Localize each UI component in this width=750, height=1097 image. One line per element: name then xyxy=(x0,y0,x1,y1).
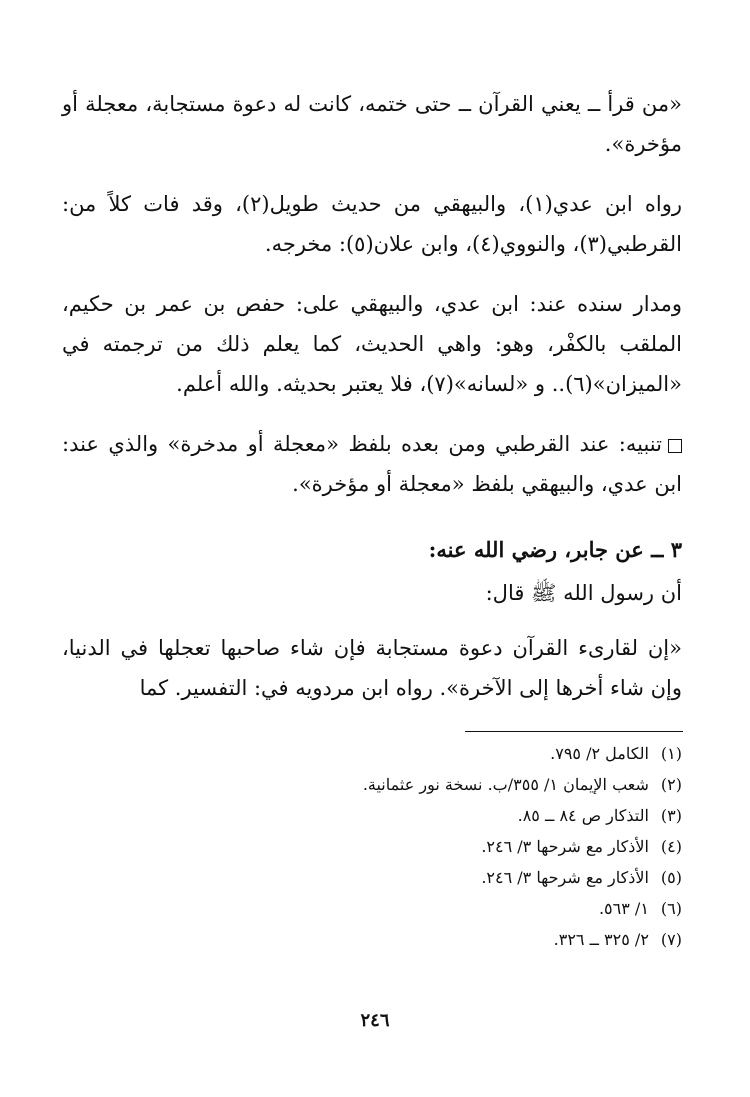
footnote-item: (٧) ٢/ ٣٢٥ ــ ٣٢٦. xyxy=(553,930,682,949)
paragraph-3: ومدار سنده عند: ابن عدي، والبيهقي على: حفص بن عمر بن حكيم، الملقب بالكفْر، وهو: واهي الحديث، كما يعلم ذلك من ترجمته في «الميزان»(٦).. و «لسانه»(٧)، فلا يعتبر بحديثه. والله أعلم. xyxy=(62,292,682,396)
note-paragraph xyxy=(62,424,682,504)
hadith-heading xyxy=(62,530,682,570)
footnote-item: (١) الكامل ٢/ ٧٩٥. xyxy=(550,744,682,763)
footnotes xyxy=(230,738,682,955)
chain-discussion-paragraph xyxy=(62,284,682,404)
footnote-item: (٢) شعب الإيمان ١/ ٣٥٥/ب. نسخة نور عثمانية. xyxy=(362,775,682,794)
paragraph-4 xyxy=(62,424,682,504)
hadith-text-paragraph xyxy=(62,84,682,164)
note-text: تنبيه: عند القرطبي ومن بعده بلفظ «معجلة أو مدخرة» والذي عند: ابن عدي، والبيهقي بلفظ «معجلة أو مؤخرة». xyxy=(62,432,682,496)
footnote-item: (٦) ١/ ٥٦٣. xyxy=(598,899,682,918)
paragraph-5: ٣ ــ عن جابر، رضي الله عنه: xyxy=(428,537,682,562)
paragraph-6: أن رسول الله ﷺ قال: xyxy=(485,581,682,605)
paragraph-7: «إن لقارىء القرآن دعوة مستجابة فإن شاء صاحبها تعجلها في الدنيا، وإن شاء أخرها إلى الآخرة». رواه ابن مردويه في: التفسير. كما xyxy=(62,636,682,700)
paragraph-1: «من قرأ ــ يعني القرآن ــ حتى ختمه، كانت له دعوة مستجابة، معجلة أو مؤخرة». xyxy=(62,92,682,156)
footnote-item: (٤) الأذكار مع شرحها ٣/ ٢٤٦. xyxy=(481,837,682,856)
footnote-separator xyxy=(465,731,683,732)
hadith-text-paragraph-2 xyxy=(62,628,682,708)
footnote-item: (٥) الأذكار مع شرحها ٣/ ٢٤٦. xyxy=(481,868,682,887)
page-number: ٢٤٦ xyxy=(360,1010,390,1031)
narration-paragraph xyxy=(62,184,682,264)
paragraph-2: رواه ابن عدي(١)، والبيهقي من حديث طويل(٢)، وقد فات كلاً من: القرطبي(٣)، والنووي(٤)، وابن علان(٥): مخرجه. xyxy=(62,192,683,256)
hadith-intro xyxy=(62,573,682,613)
footnote-item: (٣) التذكار ص ٨٤ ــ ٨٥. xyxy=(517,806,682,825)
square-bullet-icon xyxy=(668,439,682,453)
